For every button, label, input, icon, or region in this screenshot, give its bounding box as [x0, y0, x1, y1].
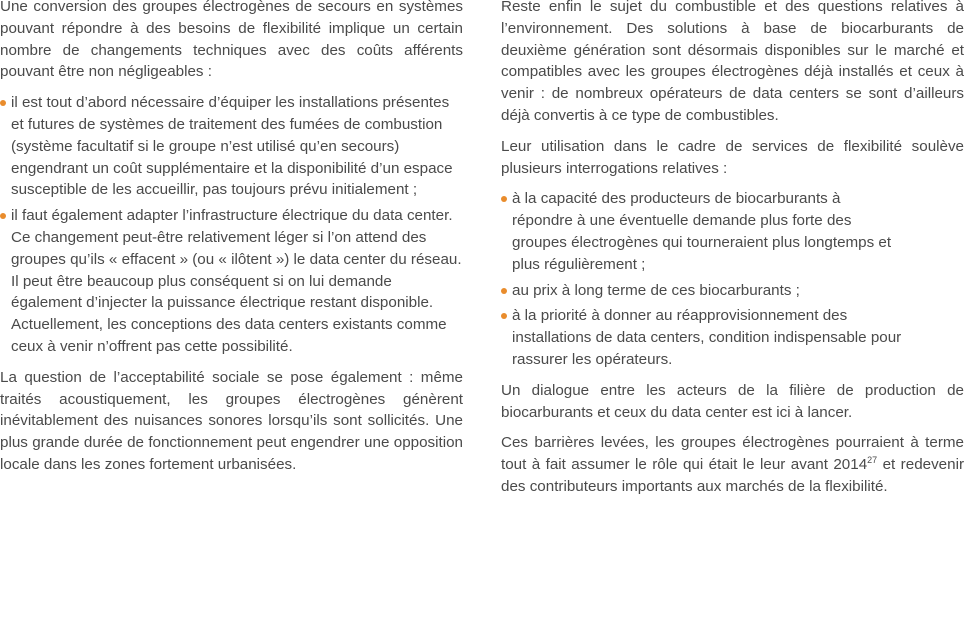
conclusion-paragraph	[501, 432, 964, 497]
left-column	[0, 0, 463, 485]
footnote-marker[interactable]: 27	[867, 455, 878, 466]
list-item: à la capacité des producteurs de biocarburants à répondre à une éventuelle demande plus forte des groupes électrogènes qui tourneraient plus longtemps et plus régulièrement ;	[501, 188, 902, 275]
requirements-list	[0, 92, 463, 358]
list-item: au prix à long terme de ces biocarburants ;	[501, 280, 964, 302]
intro-paragraph: Une conversion des groupes électrogènes de secours en systèmes pouvant répondre à des besoins de flexibilité implique un certain nombre de changements techniques avec des coûts afférents pouvant être non négligeables :	[0, 0, 463, 81]
list-item: à la priorité à donner au réapprovisionnement des installations de data centers, condition indispensable pour rassurer les opérateurs.	[501, 305, 902, 370]
right-column	[501, 0, 964, 507]
conclusion-text-start: Ces barrières levées, les groupes électrogènes pourraient à terme tout à fait assumer le rôle qui était le leur avant 2014	[501, 434, 964, 474]
list-item-text: il faut également adapter l’infrastructure électrique du data center. Ce changement peut-être relativement léger si l’on attend des groupes qu’ils « effacent » (ou « ilôtent ») le data center du réseau.	[11, 207, 462, 268]
list-item-text: il est tout d’abord nécessaire d’équiper les installations présentes et futures de systèmes de traitement des fumées de combustion (système facultatif si le groupe n’est utilisé qu’en secours) engendrant un coût supplémentaire et la disponibilité d’un espace susceptible de les accueillir, pas toujours prévu initialement ;	[11, 94, 453, 199]
usage-paragraph: Leur utilisation dans le cadre de services de flexibilité soulève plusieurs interrogations relatives :	[501, 137, 964, 177]
questions-list	[501, 188, 964, 370]
dialogue-paragraph: Un dialogue entre les acteurs de la filière de production de biocarburants et ceux du data center est ici à lancer.	[501, 381, 964, 421]
list-item	[0, 92, 457, 201]
fuel-paragraph: Reste enfin le sujet du combustible et des questions relatives à l’environnement. Des solutions à base de biocarburants de deuxième génération sont désormais disponibles sur le marché et compatibles avec les groupes électrogènes déjà installés et ceux à venir : de nombreux opérateurs de data centers se sont d’ailleurs déjà convertis à ce type de combustibles.	[501, 0, 964, 124]
list-item-text: Il peut être beaucoup plus conséquent si on lui demande également d’injecter la puissance électrique restant disponible. Actuellement, les conceptions des data centers existants comme ceux à venir n’offrent pas cette possibilité.	[11, 272, 447, 355]
conclusion-text-end: et redevenir des contributeurs importants aux marchés de la flexibilité.	[501, 456, 964, 495]
social-acceptability-paragraph: La question de l’acceptabilité sociale se pose également : même traités acoustiquement, les groupes électrogènes génèrent inévitablement des nuisances sonores lorsqu’ils sont sollicités. Une plus grande durée de fonctionnement peut engendrer une opposition locale dans les zones fortement urbanisées.	[0, 368, 463, 473]
list-item	[0, 205, 463, 358]
